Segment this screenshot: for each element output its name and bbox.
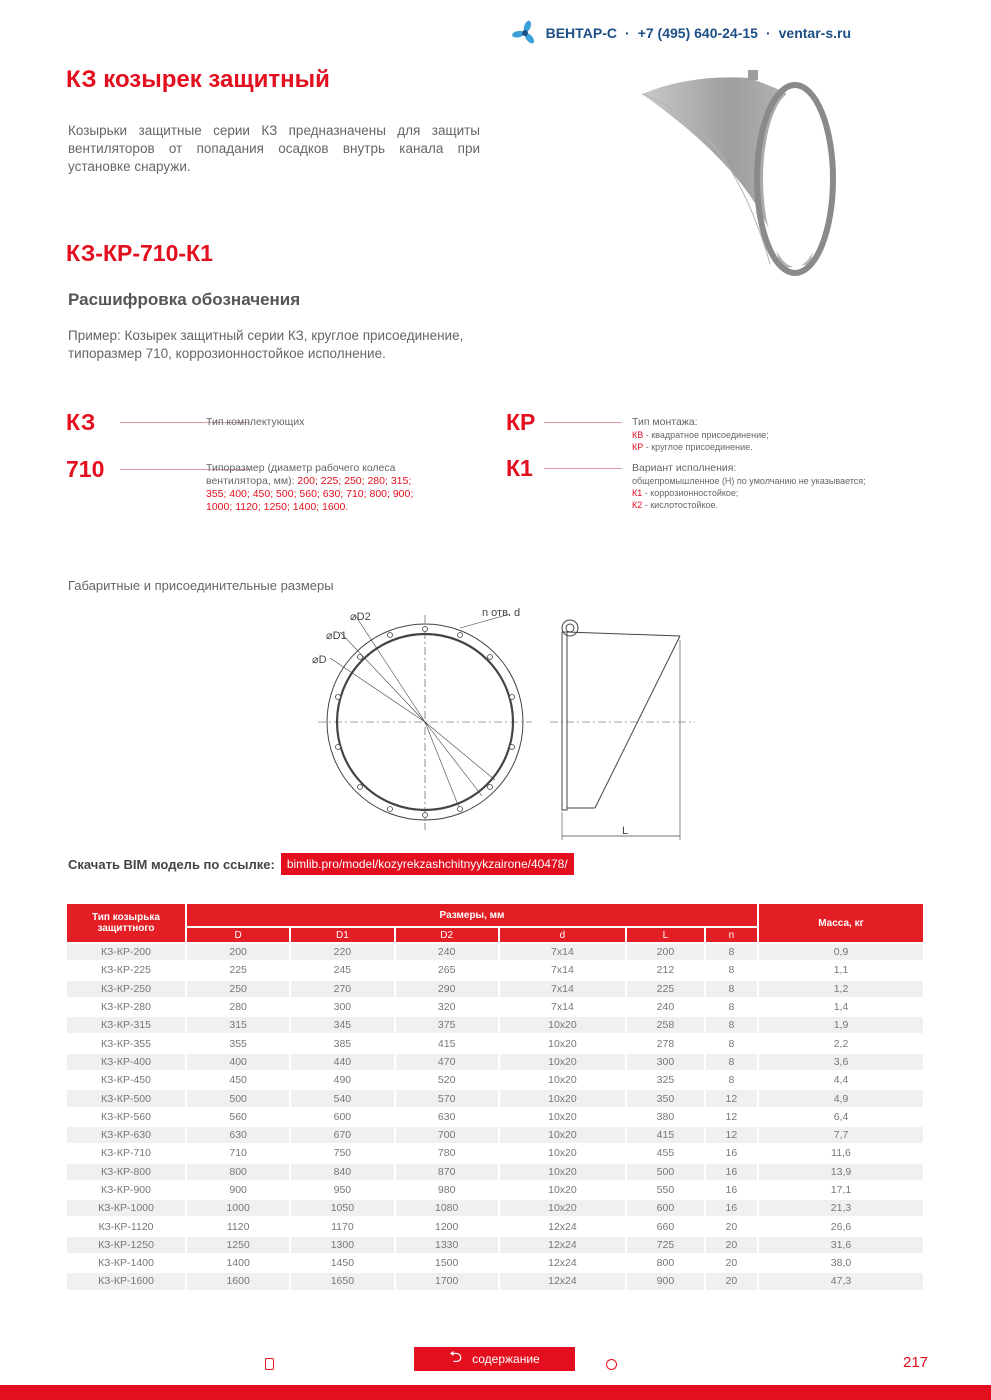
table-cell: 1400 — [187, 1255, 289, 1271]
table-cell: 470 — [396, 1054, 498, 1070]
table-cell: 10х20 — [500, 1127, 625, 1143]
table-cell: 16 — [706, 1200, 757, 1216]
table-cell: 8 — [706, 999, 757, 1015]
table-cell: 10х20 — [500, 1145, 625, 1161]
table-cell: 550 — [627, 1182, 704, 1198]
table-cell: 10х20 — [500, 1017, 625, 1033]
table-cell: 10х20 — [500, 1054, 625, 1070]
table-cell: 3,6 — [759, 1054, 923, 1070]
code-size: 710 — [66, 456, 105, 482]
code-block-kr — [506, 409, 769, 452]
table-cell: 1000 — [187, 1200, 289, 1216]
header-separator: · — [625, 25, 630, 41]
table-row — [67, 1182, 923, 1198]
technical-drawing — [300, 600, 700, 845]
table-cell: 10х20 — [500, 1090, 625, 1106]
table-cell: 570 — [396, 1090, 498, 1106]
dims-label: Габаритные и присоединительные размеры — [68, 578, 334, 593]
table-cell: 258 — [627, 1017, 704, 1033]
table-cell: 750 — [291, 1145, 393, 1161]
table-cell: 11,6 — [759, 1145, 923, 1161]
table-cell: 1330 — [396, 1237, 498, 1253]
th-sub: L — [627, 928, 704, 942]
table-cell: КЗ-КР-1000 — [67, 1200, 185, 1216]
table-cell: 670 — [291, 1127, 393, 1143]
table-row — [67, 981, 923, 997]
table-cell: 12 — [706, 1109, 757, 1125]
contents-button[interactable] — [414, 1347, 575, 1371]
table-cell: 1,2 — [759, 981, 923, 997]
code-leader-line — [544, 422, 622, 423]
table-row — [67, 944, 923, 960]
table-body — [67, 944, 923, 1290]
page-title: КЗ козырек защитный — [66, 66, 330, 93]
header-phone[interactable]: +7 (495) 640-24-15 — [637, 25, 758, 41]
table-cell: 16 — [706, 1182, 757, 1198]
table-row — [67, 1072, 923, 1088]
table-cell: 10х20 — [500, 1200, 625, 1216]
code-size-values: 200; 225; 250; 280; 315; 355; 400; 450; 500; 560; 630; 710; 800; 900; 1000; 1120; 1250; 1400; 1600. — [206, 475, 414, 513]
table-row — [67, 1054, 923, 1070]
table-cell: 0,9 — [759, 944, 923, 960]
table-cell: 1600 — [187, 1273, 289, 1289]
table-cell: КЗ-КР-450 — [67, 1072, 185, 1088]
header-site[interactable]: ventar-s.ru — [778, 25, 851, 41]
table-cell: 800 — [627, 1255, 704, 1271]
table-cell: 1050 — [291, 1200, 393, 1216]
table-cell: КЗ-КР-200 — [67, 944, 185, 960]
table-cell: КЗ-КР-800 — [67, 1164, 185, 1180]
table-cell: 700 — [396, 1127, 498, 1143]
table-cell: КЗ-КР-1400 — [67, 1255, 185, 1271]
code-k1-line1: общепромышленное (Н) по умолчанию не указывается; — [632, 476, 866, 486]
table-cell: 10х20 — [500, 1109, 625, 1125]
table-cell: 12 — [706, 1090, 757, 1106]
table-cell: 1,1 — [759, 962, 923, 978]
table-cell: 21,3 — [759, 1200, 923, 1216]
table-cell: 12х24 — [500, 1273, 625, 1289]
table-cell: 800 — [187, 1164, 289, 1180]
intro-text: Козырьки защитные серии КЗ предназначены для защиты вентиляторов от попадания осадков внутрь канала при установке снаружи. — [68, 123, 480, 174]
table-cell: 20 — [706, 1255, 757, 1271]
code-size-desc-text: Типоразмер (диаметр рабочего колеса вентилятора, мм): — [206, 462, 396, 487]
table-row — [67, 1127, 923, 1143]
table-cell: КЗ-КР-315 — [67, 1017, 185, 1033]
label-d: ⌀D — [312, 654, 327, 666]
fan-logo-icon — [512, 20, 538, 46]
table-row — [67, 1090, 923, 1106]
table-cell: КЗ-КР-560 — [67, 1109, 185, 1125]
code-kr-opt1-code: КВ — [632, 430, 644, 440]
table-row — [67, 999, 923, 1015]
th-mass: Масса, кг — [759, 904, 923, 942]
table-cell: 345 — [291, 1017, 393, 1033]
mobile-phone-icon[interactable] — [265, 1358, 274, 1370]
table-cell: 600 — [291, 1109, 393, 1125]
table-cell: 870 — [396, 1164, 498, 1180]
table-cell: 240 — [627, 999, 704, 1015]
table-cell: 38,0 — [759, 1255, 923, 1271]
code-leader-line — [544, 468, 622, 469]
table-cell: 245 — [291, 962, 393, 978]
table-cell: 26,6 — [759, 1218, 923, 1234]
table-cell: КЗ-КР-900 — [67, 1182, 185, 1198]
table-cell: КЗ-КР-280 — [67, 999, 185, 1015]
label-holes: n отв. d — [482, 607, 521, 619]
table-cell: 7,7 — [759, 1127, 923, 1143]
table-cell: 7х14 — [500, 999, 625, 1015]
table-cell: 10х20 — [500, 1164, 625, 1180]
table-cell: 212 — [627, 962, 704, 978]
th-dims: Размеры, мм — [187, 904, 757, 926]
spec-table — [65, 902, 925, 1292]
table-row — [67, 1017, 923, 1033]
table-cell: КЗ-КР-710 — [67, 1145, 185, 1161]
table-cell: 415 — [396, 1035, 498, 1051]
table-row — [67, 962, 923, 978]
table-cell: КЗ-КР-630 — [67, 1127, 185, 1143]
code-k1: К1 — [506, 455, 533, 481]
table-cell: 8 — [706, 981, 757, 997]
table-cell: 8 — [706, 1054, 757, 1070]
code-block-kz — [66, 409, 305, 435]
table-cell: 540 — [291, 1090, 393, 1106]
th-type: Тип козырька защиттного — [67, 904, 185, 942]
table-cell: 8 — [706, 1035, 757, 1051]
table-cell: КЗ-КР-1600 — [67, 1273, 185, 1289]
table-cell: 8 — [706, 1072, 757, 1088]
table-cell: 7х14 — [500, 962, 625, 978]
code-k1-desc-title: Вариант исполнения: — [632, 462, 737, 474]
code-k1-opt1: - коррозионностойкое; — [642, 488, 739, 498]
table-cell: 1170 — [291, 1218, 393, 1234]
table-cell: 220 — [291, 944, 393, 960]
contents-button-label: содержание — [472, 1352, 540, 1366]
table-row — [67, 1035, 923, 1051]
table-row — [67, 1145, 923, 1161]
table-cell: 780 — [396, 1145, 498, 1161]
table-row — [67, 1109, 923, 1125]
table-row — [67, 1200, 923, 1216]
table-cell: 16 — [706, 1145, 757, 1161]
table-cell: 415 — [627, 1127, 704, 1143]
label-d1: ⌀D1 — [326, 630, 347, 642]
code-kr: КР — [506, 409, 536, 435]
table-cell: 7х14 — [500, 944, 625, 960]
table-cell: КЗ-КР-355 — [67, 1035, 185, 1051]
table-cell: 300 — [291, 999, 393, 1015]
table-cell: 710 — [187, 1145, 289, 1161]
table-cell: 225 — [187, 962, 289, 978]
table-cell: 225 — [627, 981, 704, 997]
th-sub: n — [706, 928, 757, 942]
th-sub: D — [187, 928, 289, 942]
table-cell: 4,9 — [759, 1090, 923, 1106]
code-kr-opt2-code: КР — [632, 442, 644, 452]
table-cell: 840 — [291, 1164, 393, 1180]
table-cell: 315 — [187, 1017, 289, 1033]
table-cell: 265 — [396, 962, 498, 978]
globe-icon[interactable] — [606, 1359, 617, 1370]
table-cell: 6,4 — [759, 1109, 923, 1125]
table-cell: 1,4 — [759, 999, 923, 1015]
table-cell: 1450 — [291, 1255, 393, 1271]
table-cell: 300 — [627, 1054, 704, 1070]
code-kr-opt2: - круглое присоединение. — [643, 442, 753, 452]
product-illustration — [630, 64, 840, 280]
bim-row — [68, 853, 574, 875]
table-cell: 630 — [396, 1109, 498, 1125]
th-sub: d — [500, 928, 625, 942]
code-size-desc — [206, 462, 426, 514]
table-cell: 630 — [187, 1127, 289, 1143]
label-l: L — [622, 825, 629, 837]
code-k1-desc — [632, 462, 892, 511]
table-cell: 1700 — [396, 1273, 498, 1289]
table-cell: 12х24 — [500, 1237, 625, 1253]
code-block-k1 — [506, 455, 866, 510]
table-row — [67, 1237, 923, 1253]
table-cell: 950 — [291, 1182, 393, 1198]
table-cell: 500 — [627, 1164, 704, 1180]
table-cell: 12 — [706, 1127, 757, 1143]
page-number: 217 — [903, 1354, 929, 1371]
table-cell: 490 — [291, 1072, 393, 1088]
table-cell: 1500 — [396, 1255, 498, 1271]
bim-link[interactable]: bimlib.pro/model/kozyrekzashchitnyykzairone/40478/ — [281, 853, 574, 875]
code-kr-desc-title: Тип монтажа: — [632, 416, 698, 428]
table-cell: 380 — [627, 1109, 704, 1125]
table-cell: 12х24 — [500, 1218, 625, 1234]
table-cell: 350 — [627, 1090, 704, 1106]
brand-name: ВЕНТАР-С — [545, 25, 618, 41]
code-kz: КЗ — [66, 409, 96, 435]
table-cell: 560 — [187, 1109, 289, 1125]
table-cell: 290 — [396, 981, 498, 997]
code-kr-desc — [632, 416, 892, 453]
table-cell: 20 — [706, 1218, 757, 1234]
table-cell: 385 — [291, 1035, 393, 1051]
table-cell: КЗ-КР-500 — [67, 1090, 185, 1106]
table-cell: 2,2 — [759, 1035, 923, 1051]
code-k1-opt2: - кислотостойкое. — [642, 500, 719, 510]
table-cell: 12х24 — [500, 1255, 625, 1271]
table-cell: 200 — [187, 944, 289, 960]
table-cell: 10х20 — [500, 1035, 625, 1051]
table-cell: 375 — [396, 1017, 498, 1033]
table-row — [67, 1164, 923, 1180]
table-cell: 660 — [627, 1218, 704, 1234]
page-header — [512, 18, 851, 48]
table-cell: 1120 — [187, 1218, 289, 1234]
table-cell: 10х20 — [500, 1072, 625, 1088]
table-row — [67, 1218, 923, 1234]
table-cell: 1300 — [291, 1237, 393, 1253]
table-cell: 500 — [187, 1090, 289, 1106]
table-cell: 20 — [706, 1237, 757, 1253]
header-separator: · — [765, 25, 771, 41]
return-arrow-icon: ⮌ — [449, 1348, 463, 1366]
code-k1-opt1-code: К1 — [632, 488, 643, 498]
model-code-title: КЗ-КР-710-К1 — [66, 240, 213, 266]
table-cell: 520 — [396, 1072, 498, 1088]
table-cell: 20 — [706, 1273, 757, 1289]
table-cell: 440 — [291, 1054, 393, 1070]
table-row — [67, 1273, 923, 1289]
table-cell: 320 — [396, 999, 498, 1015]
table-cell: 10х20 — [500, 1182, 625, 1198]
table-cell: КЗ-КР-400 — [67, 1054, 185, 1070]
table-cell: 200 — [627, 944, 704, 960]
bottom-bar — [0, 1385, 991, 1400]
bim-label: Скачать BIM модель по ссылке: — [68, 856, 275, 872]
table-cell: 600 — [627, 1200, 704, 1216]
code-kr-opt1: - квадратное присоединение; — [643, 430, 769, 440]
table-cell: 450 — [187, 1072, 289, 1088]
table-cell: 13,9 — [759, 1164, 923, 1180]
table-cell: 1,9 — [759, 1017, 923, 1033]
table-cell: 1080 — [396, 1200, 498, 1216]
table-cell: 355 — [187, 1035, 289, 1051]
table-cell: 8 — [706, 944, 757, 960]
table-cell: 250 — [187, 981, 289, 997]
table-cell: 8 — [706, 1017, 757, 1033]
table-cell: 16 — [706, 1164, 757, 1180]
table-cell: КЗ-КР-1120 — [67, 1218, 185, 1234]
table-cell: 47,3 — [759, 1273, 923, 1289]
table-cell: 278 — [627, 1035, 704, 1051]
table-cell: 1650 — [291, 1273, 393, 1289]
code-block-size — [66, 456, 414, 513]
th-sub: D1 — [291, 928, 393, 942]
table-cell: 31,6 — [759, 1237, 923, 1253]
table-cell: 270 — [291, 981, 393, 997]
table-cell: 280 — [187, 999, 289, 1015]
table-cell: 400 — [187, 1054, 289, 1070]
table-cell: КЗ-КР-225 — [67, 962, 185, 978]
table-cell: 1250 — [187, 1237, 289, 1253]
table-cell: 1200 — [396, 1218, 498, 1234]
code-k1-opt2-code: К2 — [632, 500, 643, 510]
table-cell: КЗ-КР-250 — [67, 981, 185, 997]
table-cell: 980 — [396, 1182, 498, 1198]
table-cell: 7х14 — [500, 981, 625, 997]
table-cell: КЗ-КР-1250 — [67, 1237, 185, 1253]
table-cell: 240 — [396, 944, 498, 960]
table-cell: 325 — [627, 1072, 704, 1088]
table-row — [67, 1255, 923, 1271]
table-cell: 900 — [187, 1182, 289, 1198]
th-sub: D2 — [396, 928, 498, 942]
table-cell: 455 — [627, 1145, 704, 1161]
table-cell: 17,1 — [759, 1182, 923, 1198]
table-cell: 725 — [627, 1237, 704, 1253]
table-cell: 4,4 — [759, 1072, 923, 1088]
code-kz-desc: Тип комплектующих — [206, 416, 305, 428]
table-cell: 8 — [706, 962, 757, 978]
label-d2: ⌀D2 — [350, 611, 371, 623]
example-text: Пример: Козырек защитный серии КЗ, круглое присоединение, типоразмер 710, коррозионностойкое исполнение. — [68, 328, 464, 361]
decode-title: Расшифровка обозначения — [68, 290, 301, 309]
table-cell: 900 — [627, 1273, 704, 1289]
